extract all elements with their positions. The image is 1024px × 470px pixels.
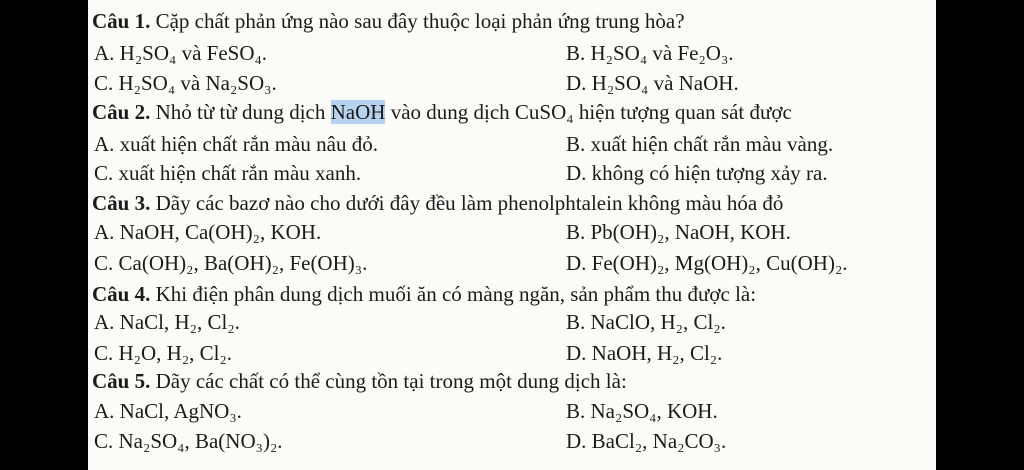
question-3-text: Dãy các bazơ nào cho dưới đây đều làm phenolphtalein không màu hóa đỏ [155,191,784,215]
q5-option-d: D. BaCl₂, Na₂CO₃. [566,429,727,453]
question-5-label: Câu 5. [92,369,151,393]
q1-option-d: D. H₂SO₄ và NaOH. [566,71,739,95]
question-5-text: Dãy các chất có thể cùng tồn tại trong một dung dịch là: [155,369,627,393]
q3-option-b: B. Pb(OH)₂, NaOH, KOH. [566,220,791,244]
q1-option-a: A. H₂SO₄ và FeSO₄. [94,41,268,65]
question-3 [92,190,783,216]
q4-option-d: D. NaOH, H₂, Cl₂. [566,341,723,365]
q3-option-c: C. Ca(OH)₂, Ba(OH)₂, Fe(OH)₃. [94,251,368,275]
q5-option-c: C. Na₂SO₄, Ba(NO₃)₂. [94,429,283,453]
q2-option-c: C. xuất hiện chất rắn màu xanh. [94,161,362,185]
question-4-label: Câu 4. [92,282,151,306]
question-2-highlight: NaOH [330,100,386,124]
question-1-text: Cặp chất phản ứng nào sau đây thuộc loại phản ứng trung hòa? [155,9,685,33]
q4-option-c: C. H₂O, H₂, Cl₂. [94,341,233,365]
q1-option-c: C. H₂SO₄ và Na₂SO₃. [94,71,277,95]
q3-option-a: A. NaOH, Ca(OH)₂, KOH. [94,220,322,244]
question-2-text-before: Nhỏ từ từ dung dịch [155,100,331,124]
q3-option-d: D. Fe(OH)₂, Mg(OH)₂, Cu(OH)₂. [566,251,848,275]
q5-option-a: A. NaCl, AgNO₃. [94,399,242,423]
question-2-label: Câu 2. [92,100,151,124]
q2-option-a: A. xuất hiện chất rắn màu nâu đỏ. [94,132,378,156]
question-5 [92,368,627,394]
question-2-text-after: vào dung dịch CuSO₄ hiện tượng quan sát được [385,100,792,124]
question-1-label: Câu 1. [92,9,151,33]
question-4-text: Khi điện phân dung dịch muối ăn có màng ngăn, sản phẩm thu được là: [155,282,757,306]
q2-option-b: B. xuất hiện chất rắn màu vàng. [566,132,834,156]
question-3-label: Câu 3. [92,191,151,215]
question-4 [92,281,756,307]
worksheet-page [88,0,936,470]
q4-option-b: B. NaClO, H₂, Cl₂. [566,310,726,334]
q1-option-b: B. H₂SO₄ và Fe₂O₃. [566,41,734,65]
question-1 [92,8,685,34]
q4-option-a: A. NaCl, H₂, Cl₂. [94,310,240,334]
q2-option-d: D. không có hiện tượng xảy ra. [566,161,828,185]
question-2 [92,99,792,125]
q5-option-b: B. Na₂SO₄, KOH. [566,399,718,423]
